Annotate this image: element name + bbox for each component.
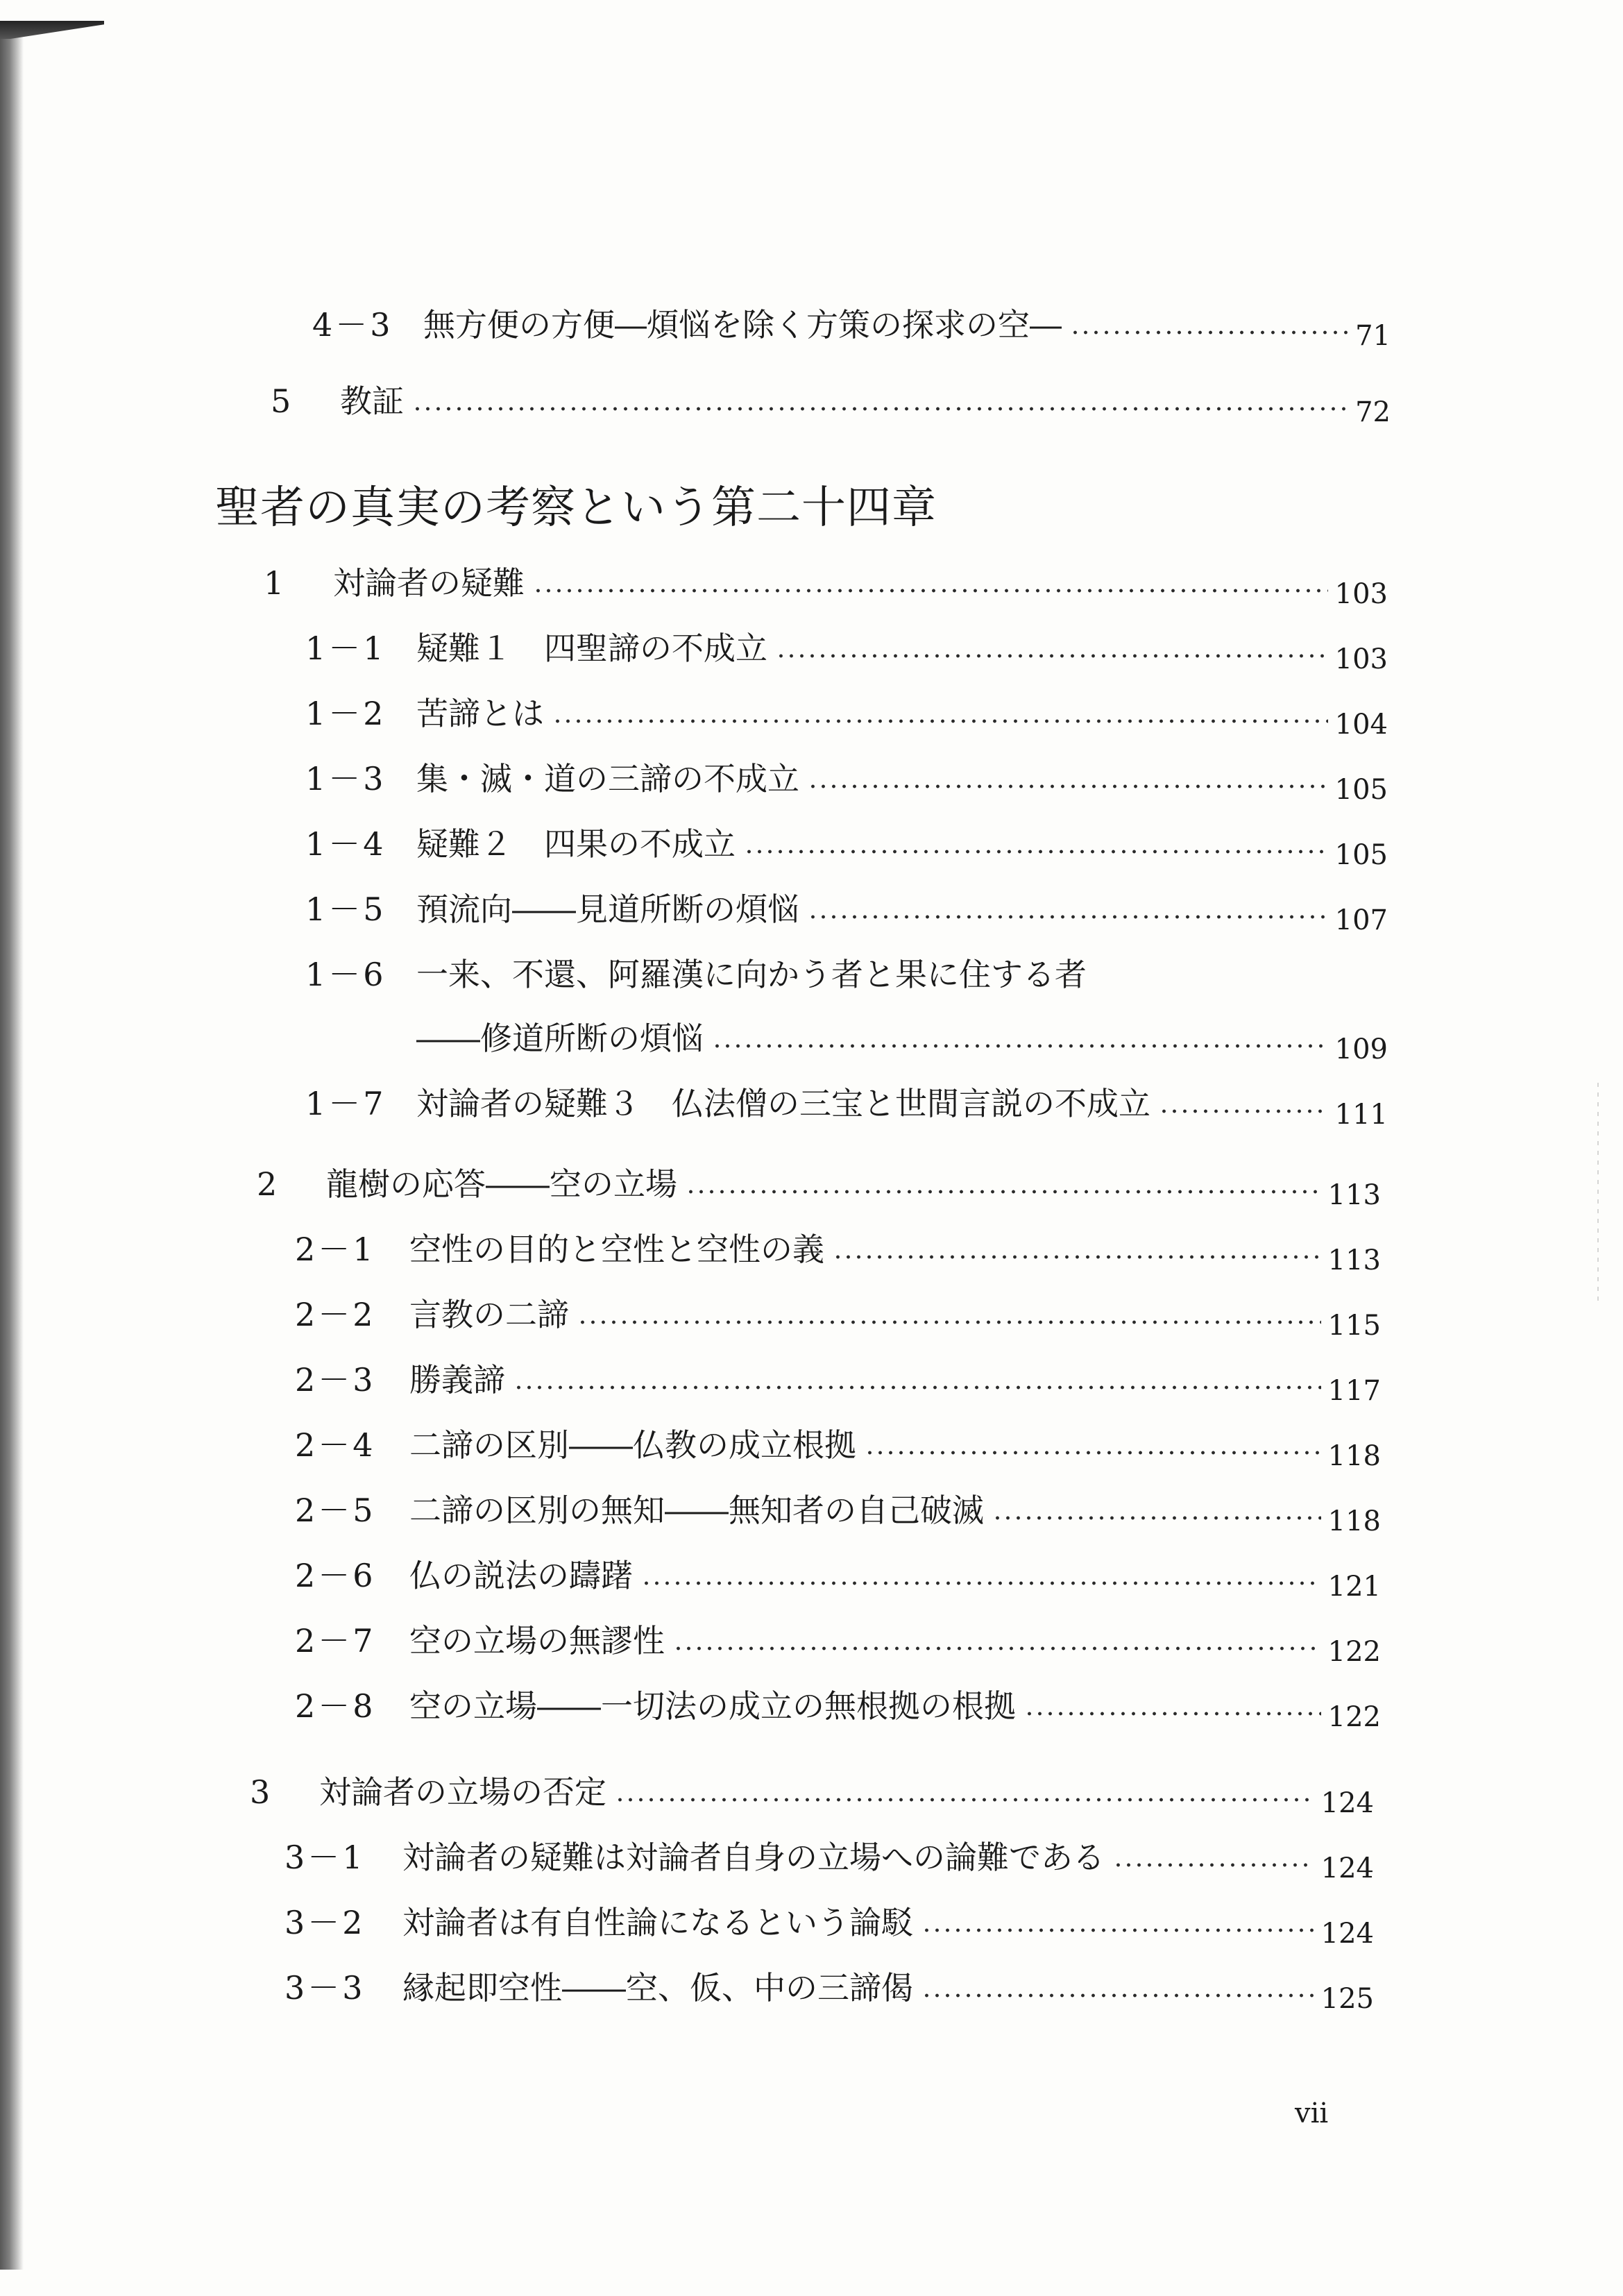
entry-page: 124 — [1320, 1918, 1374, 1950]
dot-leader — [865, 1451, 1321, 1455]
entry-title: 無方便の方便―煩悩を除く方策の探求の空― — [423, 306, 1062, 344]
toc-entry — [295, 1424, 1381, 1472]
entry-title: 空性の目的と空性と空性の義 — [409, 1231, 824, 1268]
dot-leader — [1024, 1712, 1321, 1716]
entry-title: 二諦の区別の無知――無知者の自己破滅 — [409, 1492, 984, 1529]
toc-entry — [284, 1837, 1374, 1884]
dot-leader — [1113, 1863, 1314, 1867]
dot-leader — [1159, 1109, 1328, 1113]
toc-entry — [284, 1967, 1374, 2015]
entry-page: 113 — [1327, 1244, 1381, 1276]
section-number: 2 — [257, 1165, 280, 1203]
entry-number: 1－3 — [305, 760, 386, 797]
entry-page: 117 — [1327, 1375, 1381, 1407]
toc-entry — [305, 758, 1388, 806]
entry-page: 125 — [1320, 1983, 1374, 2015]
toc-entry — [271, 380, 1391, 428]
toc-section — [250, 1771, 1374, 1819]
entry-title: 言教の二諦 — [409, 1296, 569, 1333]
dot-leader — [615, 1798, 1314, 1802]
entry-page: 72 — [1355, 396, 1391, 428]
entry-number: 2－4 — [295, 1426, 376, 1464]
entry-title: 空の立場の無謬性 — [409, 1622, 665, 1660]
entry-title: 対論者の疑難３ 仏法僧の三宝と世間言説の不成立 — [416, 1085, 1150, 1122]
entry-title: 対論者は有自性論になるという論駁 — [402, 1904, 913, 1941]
entry-page: 122 — [1327, 1636, 1381, 1668]
toc-entry-first-line — [305, 954, 1388, 995]
dot-leader — [686, 1190, 1321, 1194]
entry-title: 苦諦とは — [416, 695, 544, 732]
entry-page: 122 — [1327, 1701, 1381, 1733]
entry-number: 2－1 — [295, 1231, 376, 1268]
entry-number: 1－7 — [305, 1085, 386, 1122]
entry-page: 118 — [1327, 1505, 1381, 1537]
toc-entry — [295, 1229, 1381, 1276]
entry-page: 105 — [1334, 839, 1388, 871]
toc-entry — [305, 627, 1388, 675]
entry-title: 一来、不還、阿羅漢に向かう者と果に住する者 — [416, 956, 1087, 993]
entry-title: 教証 — [340, 382, 404, 420]
toc-entry — [305, 693, 1388, 741]
dot-leader — [808, 784, 1328, 788]
section-title: 対論者の疑難 — [333, 564, 525, 602]
section-number: 3 — [250, 1773, 273, 1811]
entry-number: 1－6 — [305, 956, 386, 993]
dot-leader — [412, 407, 1348, 411]
entry-page: 103 — [1334, 643, 1388, 675]
toc-entry — [295, 1489, 1381, 1537]
entry-title: 勝義諦 — [409, 1361, 505, 1399]
entry-page: 124 — [1320, 1852, 1374, 1884]
entry-number: 2－2 — [295, 1296, 376, 1333]
dot-leader — [921, 1928, 1314, 1932]
toc-entry — [305, 888, 1388, 936]
dot-leader — [776, 654, 1328, 658]
dot-leader — [921, 1993, 1314, 1998]
toc-entry — [295, 1685, 1381, 1733]
entry-number: 1－5 — [305, 890, 386, 928]
entry-number: 2－8 — [295, 1687, 376, 1725]
entry-page: 115 — [1327, 1310, 1381, 1342]
dot-leader — [992, 1516, 1321, 1520]
section-title: 対論者の立場の否定 — [319, 1773, 606, 1811]
toc-entry-continuation — [416, 1018, 1388, 1065]
entry-number: 2－6 — [295, 1557, 376, 1594]
entry-number: 3－1 — [284, 1839, 366, 1876]
entry-number: 1－2 — [305, 695, 386, 732]
page-folio: vii — [1295, 2097, 1329, 2129]
entry-number: 1－4 — [305, 825, 386, 863]
dot-leader — [552, 719, 1328, 723]
entry-page: 107 — [1334, 904, 1388, 936]
toc-section — [257, 1163, 1381, 1211]
entry-number: 1－1 — [305, 630, 386, 667]
entry-title: 集・滅・道の三諦の不成立 — [416, 760, 799, 797]
toc-entry — [295, 1359, 1381, 1407]
dot-leader — [673, 1646, 1321, 1651]
toc-entry — [284, 1902, 1374, 1950]
entry-title: 空の立場――一切法の成立の無根拠の根拠 — [409, 1687, 1016, 1725]
dot-leader — [577, 1320, 1321, 1324]
entry-number: 3－3 — [284, 1969, 366, 2007]
dot-leader — [1070, 330, 1348, 335]
entry-number: 2－7 — [295, 1622, 376, 1660]
toc-entry — [295, 1620, 1381, 1668]
entry-number: 2－3 — [295, 1361, 376, 1399]
entry-page: 104 — [1334, 709, 1388, 741]
entry-title: 対論者の疑難は対論者自身の立場への論難である — [402, 1839, 1105, 1876]
entry-title: 疑難１ 四聖諦の不成立 — [416, 630, 767, 667]
entry-page: 71 — [1355, 320, 1391, 352]
entry-title: 預流向――見道所断の煩悩 — [416, 890, 799, 928]
entry-title: 疑難２ 四果の不成立 — [416, 825, 736, 863]
section-page: 124 — [1320, 1787, 1374, 1819]
entry-number: 3－2 — [284, 1904, 366, 1941]
entry-page: 109 — [1334, 1033, 1388, 1065]
entry-page: 121 — [1327, 1571, 1381, 1603]
dot-leader — [808, 915, 1328, 919]
entry-number: 2－5 — [295, 1492, 376, 1529]
section-title: 龍樹の応答――空の立場 — [326, 1165, 677, 1203]
entry-page: 118 — [1327, 1440, 1381, 1472]
toc-entry — [295, 1294, 1381, 1342]
entry-title: 縁起即空性――空、仮、中の三諦偈 — [402, 1969, 913, 2007]
dot-leader — [833, 1255, 1321, 1259]
entry-page: 111 — [1334, 1099, 1388, 1131]
entry-number: 4－3 — [312, 306, 393, 344]
entry-number: 5 — [271, 382, 294, 420]
toc-entry — [295, 1555, 1381, 1603]
dot-leader — [513, 1385, 1321, 1390]
section-page: 113 — [1327, 1179, 1381, 1211]
toc-entry — [305, 823, 1388, 871]
toc-section — [264, 562, 1388, 610]
entry-title-continuation: ――修道所断の煩悩 — [416, 1020, 704, 1057]
chapter-heading: 聖者の真実の考察という第二十四章 — [215, 482, 937, 534]
dot-leader — [744, 850, 1328, 854]
entry-page: 105 — [1334, 774, 1388, 806]
section-number: 1 — [264, 564, 287, 602]
dot-leader — [641, 1581, 1321, 1585]
toc-entry — [312, 304, 1391, 352]
entry-title: 二諦の区別――仏教の成立根拠 — [409, 1426, 856, 1464]
dot-leader — [712, 1044, 1328, 1048]
dot-leader — [533, 589, 1328, 593]
toc-entry — [305, 1083, 1388, 1131]
section-page: 103 — [1334, 578, 1388, 610]
entry-title: 仏の説法の躊躇 — [409, 1557, 633, 1594]
